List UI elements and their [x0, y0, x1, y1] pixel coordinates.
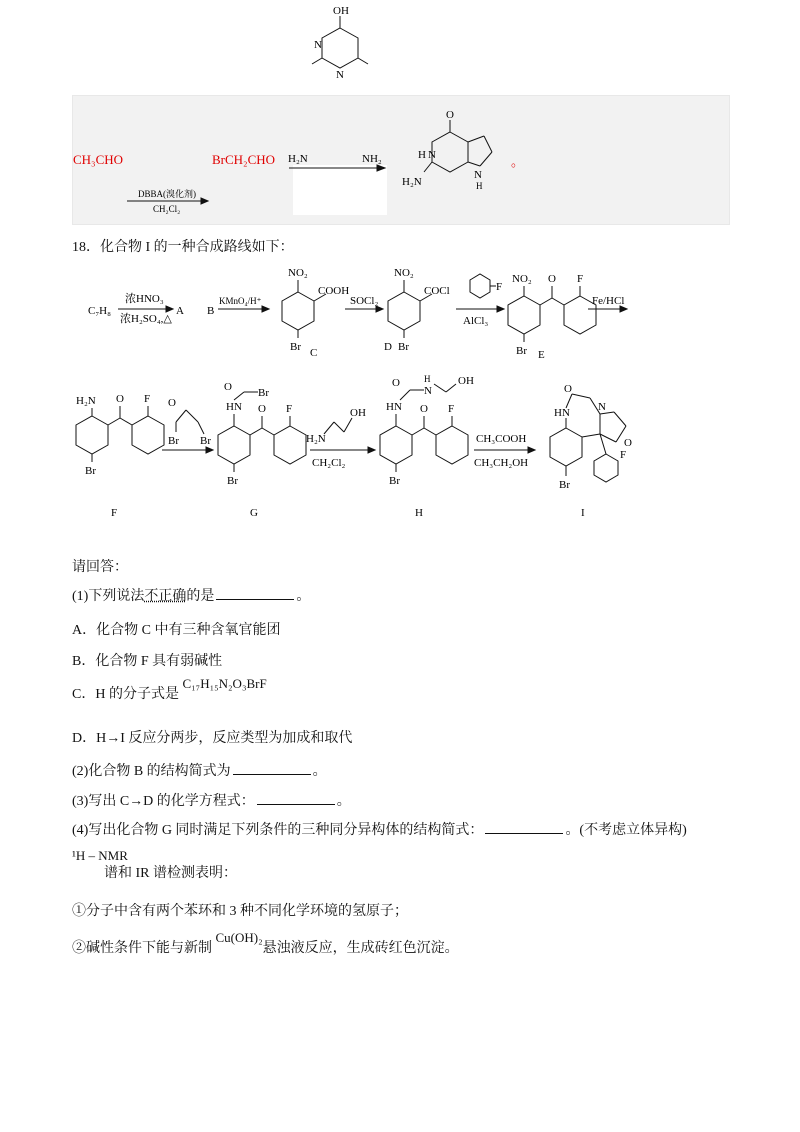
reagent-ch3cho: CH₃CHO	[73, 152, 124, 167]
label-a: A	[176, 305, 184, 317]
i-o2: O	[624, 437, 632, 449]
r1-bottom: 浓H₂SO₄,△	[120, 313, 172, 325]
h-n: N	[424, 385, 432, 397]
r2-top: KMnO₄/H⁺	[219, 296, 262, 306]
label-b: B	[207, 305, 215, 317]
q3-end: 。	[336, 794, 351, 809]
g-f: F	[286, 403, 293, 415]
q4	[72, 819, 687, 839]
label-e: E	[538, 349, 545, 361]
label-h: H	[415, 507, 423, 519]
ea-h2n: H₂N	[306, 433, 326, 445]
start-c7h8: C₇H₈	[88, 305, 111, 317]
g-br-top: Br	[258, 387, 269, 399]
pyr-oh: OH	[333, 5, 349, 17]
top-structures	[0, 0, 800, 230]
e-no2: NO₂	[512, 273, 532, 285]
d-cocl: COCl	[424, 285, 450, 297]
h-br: Br	[389, 475, 400, 487]
label-d: D	[384, 341, 392, 353]
pyr-nh2a: H₂N	[288, 153, 308, 165]
option-c	[72, 676, 267, 703]
pyr-n2: N	[336, 69, 344, 81]
bab-br1: Br	[168, 435, 179, 447]
q2	[72, 760, 327, 780]
option-a: A．化合物 C 中有三种含氧官能团	[72, 623, 281, 638]
d-no2: NO₂	[394, 267, 414, 279]
c-cooh: COOH	[318, 285, 350, 297]
pyr-nh2b: NH₂	[362, 153, 382, 165]
dbba-top: DBBA(溴化剂)	[138, 189, 196, 199]
nmr-label: ¹H – NMR	[72, 848, 128, 863]
r-bottom: CH₃CH₂OH	[474, 457, 529, 469]
option-d: D．H→I 反应分两步，反应类型为加成和取代	[72, 731, 353, 746]
f-br: Br	[85, 465, 96, 477]
q1-end: 。	[296, 589, 311, 604]
question-number: 18．化合物 I 的一种合成路线如下：	[72, 240, 294, 255]
c-no2: NO₂	[288, 267, 308, 279]
g-o2: O	[258, 403, 266, 415]
f-o: O	[116, 393, 124, 405]
nmr-text: 谱和 IR 谱检测表明：	[104, 866, 237, 881]
dbba-bottom: CH₂Cl₂	[153, 204, 181, 214]
solv1: CH₂Cl₂	[312, 457, 346, 469]
h-o: O	[392, 377, 400, 389]
q4-end: 。(不考虑立体异构)	[565, 823, 687, 838]
h-hn: HN	[386, 401, 402, 413]
prod-nh: N	[474, 169, 482, 181]
r3-top: SOCl₂	[350, 295, 379, 307]
d-br: Br	[398, 341, 409, 353]
q1-pre: (1)下列说法	[72, 589, 145, 604]
r4-bottom: AlCl₃	[463, 315, 489, 327]
pyr-n1: N	[314, 39, 322, 51]
q2-blank[interactable]	[233, 762, 311, 775]
e-f: F	[577, 273, 584, 285]
label-i: I	[581, 507, 585, 519]
i-n: N	[598, 401, 606, 413]
f-h2n: H₂N	[76, 395, 96, 407]
i-f: F	[620, 449, 627, 461]
prod-n: N	[428, 149, 436, 161]
option-b: B．化合物 F 具有弱碱性	[72, 654, 223, 669]
scheme-row-2	[0, 370, 800, 520]
r1-top: 浓HNO₃	[125, 293, 164, 305]
cond2-pre: ②碱性条件下能与新制	[72, 941, 212, 956]
q4-text: (4)写出化合物 G 同时满足下列条件的三种同分异构体的结构简式：	[72, 823, 484, 838]
prod-hn: H	[418, 149, 426, 161]
condition-1: ①分子中含有两个苯环和 3 种不同化学环境的氢原子；	[72, 904, 408, 919]
scheme-row-1	[0, 258, 800, 368]
q1-post: 的是	[186, 589, 215, 604]
q3-blank[interactable]	[257, 792, 335, 805]
period: 。	[511, 154, 525, 169]
prod-o: O	[446, 109, 454, 121]
q4-blank[interactable]	[485, 821, 563, 834]
label-g: G	[250, 507, 258, 519]
option-c-pre: C．H 的分子式是	[72, 687, 179, 702]
r-top: CH₃COOH	[476, 433, 527, 445]
g-br: Br	[227, 475, 238, 487]
fbz-f: F	[496, 281, 503, 293]
i-br: Br	[559, 479, 570, 491]
g-o: O	[224, 381, 232, 393]
q3-text: (3)写出 C→D 的化学方程式：	[72, 794, 255, 809]
reagent-brch2cho: BrCH₂CHO	[212, 152, 276, 167]
g-hn: HN	[226, 401, 242, 413]
cond2-formula: Cu(OH)₂	[215, 930, 263, 945]
q2-end: 。	[312, 764, 327, 779]
r5-top: Fe/HCl	[592, 295, 625, 307]
i-hn: HN	[554, 407, 570, 419]
prod-nh2: H₂N	[402, 176, 422, 188]
bab-br2: Br	[200, 435, 211, 447]
c-br: Br	[290, 341, 301, 353]
label-c: C	[310, 347, 318, 359]
e-br: Br	[516, 345, 527, 357]
h-h: H	[424, 374, 431, 384]
q1	[72, 585, 310, 605]
i-o: O	[564, 383, 572, 395]
condition-2	[72, 930, 459, 957]
f-f: F	[144, 393, 151, 405]
prod-h: H	[476, 181, 483, 191]
label-f: F	[111, 507, 118, 519]
q2-text: (2)化合物 B 的结构简式为	[72, 764, 231, 779]
e-o: O	[548, 273, 556, 285]
h-oh: OH	[458, 375, 474, 387]
bab-o: O	[168, 397, 176, 409]
cond2-post: 悬浊液反应，生成砖红色沉淀。	[262, 941, 459, 956]
q1-emph: 不正确	[144, 589, 187, 604]
q1-blank[interactable]	[216, 587, 294, 600]
option-c-formula: C₁₇H₁₅N₂O₃BrF	[182, 676, 267, 691]
q3	[72, 790, 351, 810]
h-f: F	[448, 403, 455, 415]
ea-oh: OH	[350, 407, 366, 419]
intro-text: 请回答：	[72, 560, 128, 575]
h-o2: O	[420, 403, 428, 415]
